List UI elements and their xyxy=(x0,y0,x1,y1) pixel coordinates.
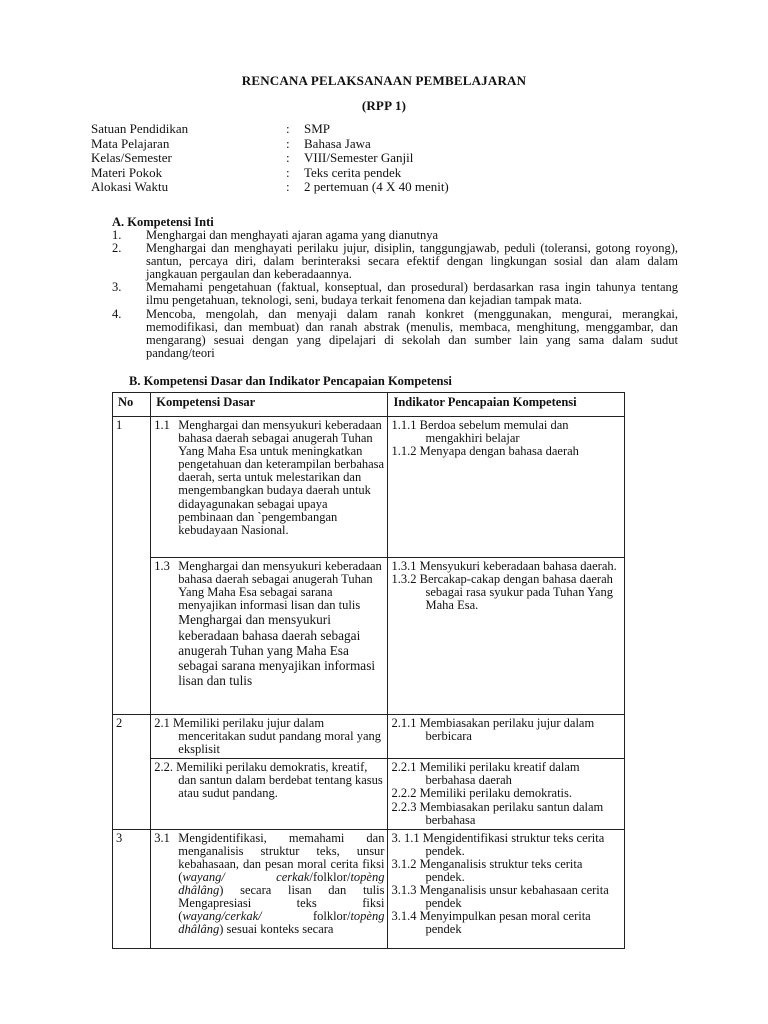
identity-value: SMP xyxy=(304,121,331,136)
table-row xyxy=(113,759,625,829)
table-row xyxy=(113,715,625,759)
list-item-number: 1. xyxy=(112,228,122,242)
identity-row xyxy=(91,180,449,195)
list-item-text: Menghargai dan menghayati ajaran agama yang dianutnya xyxy=(146,228,439,242)
list-item-text: Menghargai dan menghayati perilaku jujur, disiplin, tanggungjawab, peduli (toleransi, gotong royong), santun, percaya diri, dalam berinteraksi secara efektif dengan lingkungan sosial dan alam dalam jangkauan pergaulan dan keberadaannya. xyxy=(146,241,678,282)
list-item xyxy=(112,281,678,307)
kd-description: Menghargai dan mensyukuri keberadaan bahasa daerah sebagai anugerah Tuhan Yang Maha Esa untuk meningkatkan pengetahuan dan keterampilan berbahasa daerah, serta untuk melestarikan dan mengembangkan budaya daerah untuk didayagunakan sebagai upaya pembinaan dan `pengembangan kebudayaan Nasional. xyxy=(178,418,385,537)
identity-row xyxy=(91,122,449,137)
list-item-number: 4. xyxy=(112,306,122,321)
kd-description: ) secara lisan dan tulis Mengapresiasi teks fiksi ( xyxy=(178,883,385,924)
indicator-cell xyxy=(388,829,625,948)
identity-colon: : xyxy=(286,179,290,195)
identity-colon: : xyxy=(286,121,290,136)
indicator-item: 1.1.1 Berdoa sebelum memulai dan mengakhiri belajar xyxy=(391,418,569,446)
document-title: RENCANA PELAKSANAAN PEMBELAJARAN xyxy=(241,73,527,88)
kd-text xyxy=(154,832,384,937)
indicator-item: 1.1.2 Menyapa dengan bahasa daerah xyxy=(391,444,579,459)
kd-description: folklor/ xyxy=(261,909,351,924)
indicator-cell xyxy=(388,558,625,715)
list-item-text: Mencoba, mengolah, dan menyaji dalam ranah konkret (menggunakan, mengurai, merangkai, memodifikasi, dan membuat) dan ranah abstrak (menulis, membaca, menghitung, menggambar, dan mengarang) sesuai dengan yang dipelajari di sekolah dan sumber lain yang sama dalam sudut pandang/teori xyxy=(146,306,678,360)
section-b-heading: B. Kompetensi Dasar dan Indikator Pencapaian Kompetensi xyxy=(129,374,452,388)
identity-row xyxy=(91,137,449,152)
table-row xyxy=(113,829,625,948)
list-item-text: Memahami pengetahuan (faktual, konseptual, dan prosedural) berdasarkan rasa ingin tahunya tentang ilmu pengetahuan, teknologi, seni, budaya terkait fenomena dan kejadian tampak mata. xyxy=(146,280,678,308)
kd-text xyxy=(154,560,384,612)
kd-description: Menghargai dan mensyukuri keberadaan bahasa daerah sebagai anugerah Tuhan Yang Maha Esa sebagai sarana menyajikan informasi lisan dan tulis xyxy=(178,559,382,613)
indicator-cell xyxy=(388,417,625,558)
row-number: 3 xyxy=(113,829,151,948)
header-kompetensi-dasar: Kompetensi Dasar xyxy=(151,393,388,417)
identity-key: Kelas/Semester xyxy=(91,150,172,166)
table-row xyxy=(113,417,625,558)
indicator-item: 2.2.1 Memiliki perilaku kreatif dalam berbahasa daerah xyxy=(391,760,580,788)
identity-block xyxy=(91,122,449,195)
kd-description: /folklor/ xyxy=(309,870,351,885)
table-row xyxy=(113,558,625,715)
list-item-number: 3. xyxy=(112,280,122,295)
kd-description: ) sesuai konteks secara xyxy=(219,922,334,937)
indicator-item: 1.3.1 Mensyukuri keberadaan bahasa daerah. xyxy=(391,559,617,573)
competency-table xyxy=(112,392,625,949)
identity-colon: : xyxy=(286,135,290,151)
identity-row xyxy=(91,166,449,181)
identity-key: Alokasi Waktu xyxy=(91,179,169,195)
row-number: 1 xyxy=(113,417,151,715)
list-item-number: 2. xyxy=(112,241,122,256)
indicator-item: 2.2.2 Memiliki perilaku demokratis. xyxy=(391,786,573,801)
kd-italic: topèng dhâlâng xyxy=(178,909,385,937)
indicator-item: 1.3.2 Bercakap-cakap dengan bahasa daerah sebagai rasa syukur pada Tuhan Yang Maha Esa. xyxy=(391,572,613,613)
kd-number: 1.1 xyxy=(154,418,170,432)
identity-colon: : xyxy=(286,164,290,180)
kd-italic: topèng dhâlâng xyxy=(178,870,385,898)
row-number: 2 xyxy=(113,715,151,830)
header-no: No xyxy=(113,393,151,417)
identity-colon: : xyxy=(286,150,290,166)
indicator-item: 3.1.2 Menganalisis struktur teks cerita pendek. xyxy=(391,856,583,885)
kd-number: 3.1 xyxy=(154,830,170,845)
header-indikator: Indikator Pencapaian Kompetensi xyxy=(388,393,625,417)
kd-italic: wayang/ cerkak xyxy=(182,870,310,885)
indicator-item: 3. 1.1 Mengidentifikasi struktur teks cerita pendek. xyxy=(391,830,605,858)
identity-key: Satuan Pendidikan xyxy=(91,121,189,136)
section-a-heading: A. Kompetensi Inti xyxy=(112,215,214,229)
kd-text: 2.1 Memiliki perilaku jujur dalam menceritakan sudut pandang moral yang eksplisit xyxy=(154,716,381,757)
identity-row xyxy=(91,151,449,166)
indicator-item: 2.1.1 Membiasakan perilaku jujur dalam berbicara xyxy=(391,716,595,744)
identity-value: VIII/Semester Ganjil xyxy=(304,150,414,166)
identity-key: Mata Pelajaran xyxy=(91,135,170,151)
identity-key: Materi Pokok xyxy=(91,164,163,180)
kd-number: 1.3 xyxy=(154,559,170,573)
kd-cell xyxy=(151,417,388,558)
kd-text xyxy=(154,419,384,537)
kd-extra-text: Menghargai dan mensyukuri keberadaan bahasa daerah sebagai anugerah Tuhan yang Maha Esa sebagai sarana menyajikan informasi lisan dan tulis xyxy=(178,612,376,689)
list-item xyxy=(112,308,678,360)
kd-text: 2.2. Memiliki perilaku demokratis, kreatif, dan santun dalam berdebat tentang kasus atau sudut pandang. xyxy=(154,760,383,801)
identity-value: Bahasa Jawa xyxy=(304,135,371,151)
kd-cell xyxy=(151,759,388,829)
indicator-cell xyxy=(388,715,625,759)
table-header-row xyxy=(113,393,625,417)
kompetensi-inti-list xyxy=(112,229,678,360)
indicator-item: 3.1.4 Menyimpulkan pesan moral cerita pendek xyxy=(391,909,591,937)
indicator-item: 2.2.3 Membiasakan perilaku santun dalam berbahasa xyxy=(391,799,604,827)
identity-value: 2 pertemuan (4 X 40 menit) xyxy=(304,179,449,195)
kd-italic: wayang/cerkak/ xyxy=(182,909,262,924)
indicator-item: 3.1.3 Menganalisis unsur kebahasaan cerita pendek xyxy=(391,883,609,911)
list-item xyxy=(112,242,678,281)
kd-cell xyxy=(151,829,388,948)
kd-cell xyxy=(151,715,388,759)
kd-description: Mengidentifikasi, memahami dan menganalisis struktur teks, unsur kebahasaan, dan pesan moral cerita fiksi ( xyxy=(178,830,385,885)
kd-cell xyxy=(151,558,388,715)
identity-value: Teks cerita pendek xyxy=(304,164,402,180)
indicator-cell xyxy=(388,759,625,829)
document-subtitle: (RPP 1) xyxy=(361,98,407,113)
